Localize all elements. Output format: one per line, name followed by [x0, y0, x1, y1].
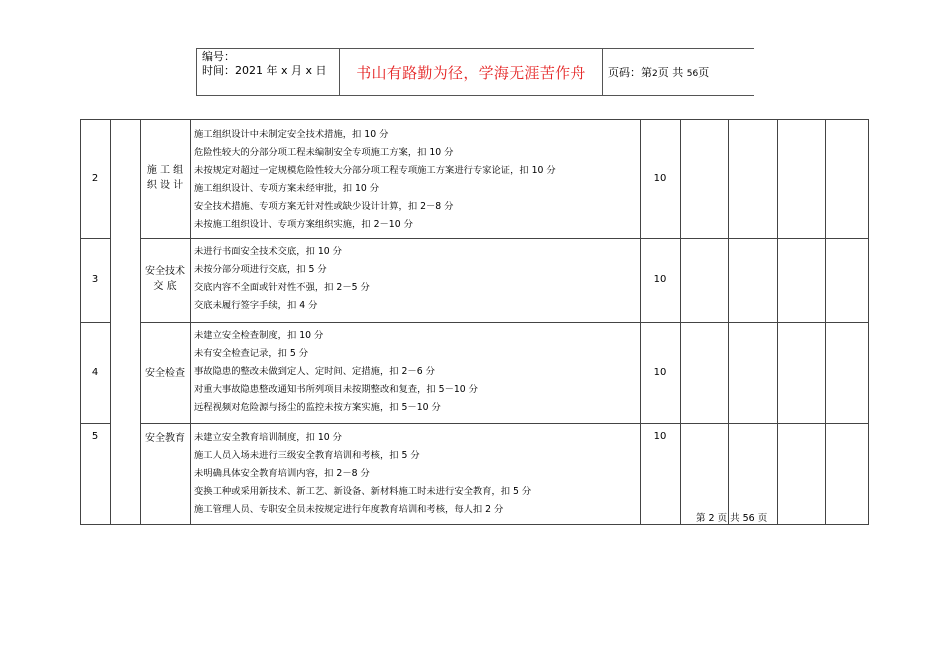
list-item: 施工组织设计、专项方案未经审批，扣 10 分	[194, 183, 380, 194]
category-line: 安全检查	[145, 368, 185, 379]
document-number-label: 编号：	[202, 50, 235, 63]
list-item: 未有安全检查记录，扣 5 分	[194, 348, 309, 359]
list-item: 未建立安全教育培训制度，扣 10 分	[194, 432, 342, 443]
page-suffix: 页	[698, 66, 710, 79]
category-line: 织 设 计	[146, 180, 184, 191]
list-item: 变换工种或采用新技术、新工艺、新设备、新材料施工时未进行安全教育，扣 5 分	[194, 486, 532, 497]
table-hline	[80, 238, 110, 239]
document-header	[196, 48, 754, 96]
row-items	[194, 243, 370, 315]
table-hline	[140, 322, 869, 323]
row-items	[194, 126, 556, 234]
row-score: 10	[653, 367, 667, 378]
table-vline	[110, 119, 111, 525]
row-category	[140, 264, 190, 294]
list-item: 施工人员入场未进行三级安全教育培训和考核，扣 5 分	[194, 450, 420, 461]
list-item: 未建立安全检查制度，扣 10 分	[194, 330, 324, 341]
list-item: 未进行书面安全技术交底，扣 10 分	[194, 246, 342, 257]
list-item: 未按分部分项进行交底，扣 5 分	[194, 264, 327, 275]
inspection-table	[80, 119, 869, 525]
list-item: 未按施工组织设计、专项方案组织实施，扣 2－10 分	[194, 219, 413, 230]
category-line: 施 工 组	[146, 165, 184, 176]
table-hline	[140, 238, 869, 239]
list-item: 施工组织设计中未制定安全技术措施，扣 10 分	[194, 129, 389, 140]
table-hline	[80, 423, 110, 424]
list-item: 远程视频对危险源与扬尘的监控未按方案实施，扣 5－10 分	[194, 402, 441, 413]
row-category	[140, 431, 190, 446]
page-mid: 页 共	[657, 66, 684, 79]
list-item: 施工管理人员、专职安全员未按规定进行年度教育培训和考核，每人扣 2 分	[194, 504, 504, 515]
category-line: 安全教育	[145, 433, 185, 444]
table-hline	[140, 423, 869, 424]
header-page-number	[608, 64, 709, 80]
table-hline	[80, 322, 110, 323]
row-number: 5	[91, 431, 99, 442]
row-items	[194, 429, 531, 519]
header-border-top	[196, 48, 754, 49]
row-category	[140, 163, 190, 193]
row-number: 2	[91, 173, 99, 184]
row-category	[140, 366, 190, 381]
list-item: 事故隐患的整改未做到定人、定时间、定措施，扣 2－6 分	[194, 366, 435, 377]
header-border-bottom	[196, 95, 754, 96]
list-item: 危险性较大的分部分项工程未编制安全专项施工方案，扣 10 分	[194, 147, 454, 158]
header-divider-2	[602, 48, 603, 96]
list-item: 安全技术措施、专项方案无针对性或缺少设计计算，扣 2－8 分	[194, 201, 454, 212]
row-items	[194, 327, 478, 417]
list-item: 对重大事故隐患整改通知书所列项目未按期整改和复查，扣 5－10 分	[194, 384, 478, 395]
list-item: 交底未履行签字手续，扣 4 分	[194, 300, 318, 311]
header-border-left	[196, 48, 197, 96]
list-item: 未明确具体安全教育培训内容，扣 2－8 分	[194, 468, 370, 479]
list-item: 交底内容不全面或针对性不强，扣 2－5 分	[194, 282, 370, 293]
page-total: 56	[686, 69, 699, 79]
document-time: 时间：2021 年 x 月 x 日	[202, 64, 327, 77]
header-motto: 书山有路勤为径，学海无涯苦作舟	[356, 64, 586, 82]
category-line: 安全技术	[145, 266, 185, 277]
header-meta	[202, 50, 327, 78]
table-hline	[80, 524, 869, 525]
page-current: 2	[652, 69, 658, 79]
category-line: 交 底	[153, 281, 177, 292]
row-score: 10	[653, 173, 667, 184]
list-item: 未按规定对超过一定规模危险性较大分部分项工程专项施工方案进行专家论证，扣 10 分	[194, 165, 556, 176]
row-score: 10	[653, 274, 667, 285]
row-number: 3	[91, 274, 99, 285]
row-score: 10	[653, 431, 667, 442]
table-hline	[80, 119, 869, 120]
row-number: 4	[91, 367, 99, 378]
page-prefix: 页码：第	[608, 66, 652, 79]
footer-page-number: 第 2 页 共 56 页	[696, 513, 768, 524]
